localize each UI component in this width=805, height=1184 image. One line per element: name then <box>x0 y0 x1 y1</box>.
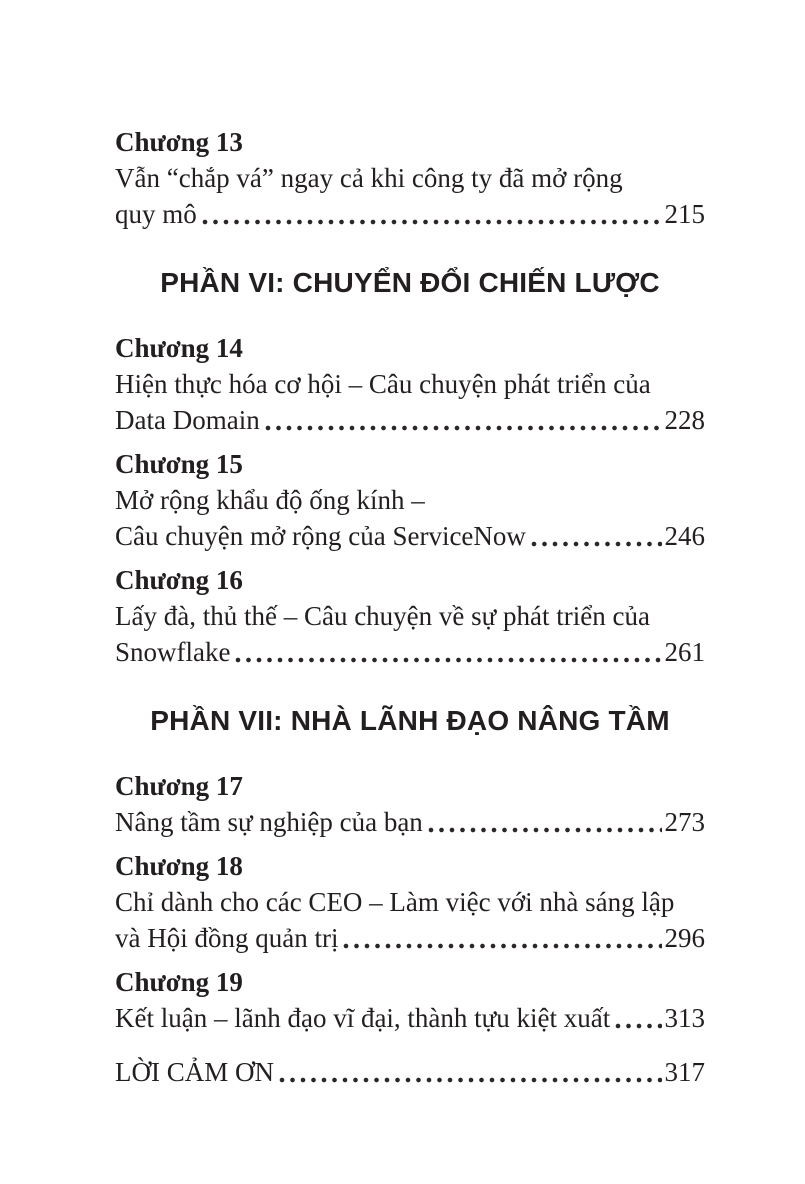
toc-entry-chapter-19 <box>115 964 705 1036</box>
page-number: 215 <box>664 199 705 229</box>
chapter-label: Chương 15 <box>115 449 243 479</box>
dot-leader <box>265 424 662 432</box>
chapter-label: Chương 19 <box>115 967 243 997</box>
chapter-title-text: Data Domain <box>115 405 260 435</box>
page-number: 228 <box>664 405 705 435</box>
page-number: 273 <box>664 807 705 837</box>
page-number: 261 <box>664 637 705 667</box>
chapter-leader-line <box>115 1054 705 1090</box>
toc-entry-chapter-17 <box>115 768 705 840</box>
chapter-label: Chương 18 <box>115 851 243 881</box>
chapter-leader-line <box>115 196 705 232</box>
toc-entry-chapter-15 <box>115 446 705 554</box>
chapter-label: Chương 17 <box>115 771 243 801</box>
page-number: 313 <box>664 1003 705 1033</box>
backmatter-title-text: LỜI CẢM ƠN <box>115 1057 274 1087</box>
dot-leader <box>343 942 661 950</box>
chapter-title-text: Snowflake <box>115 637 231 667</box>
page-number: 317 <box>664 1057 705 1087</box>
chapter-label: Chương 16 <box>115 565 243 595</box>
chapter-title-text: và Hội đồng quản trị <box>115 923 339 953</box>
toc-entry-chapter-13 <box>115 124 705 232</box>
section-heading-part-6: PHẦN VI: CHUYỂN ĐỔI CHIẾN LƯỢC <box>160 267 660 298</box>
chapter-label: Chương 13 <box>115 127 243 157</box>
chapter-title-text: quy mô <box>115 199 197 229</box>
toc-entry-chapter-16 <box>115 562 705 670</box>
chapter-title-line: Mở rộng khẩu độ ống kính – <box>115 485 425 515</box>
chapter-title-text: Câu chuyện mở rộng của ServiceNow <box>115 521 526 551</box>
chapter-leader-line <box>115 402 705 438</box>
toc-entry-chapter-14 <box>115 330 705 438</box>
chapter-leader-line <box>115 634 705 670</box>
toc-entry-acknowledgements <box>115 1054 705 1090</box>
chapter-title-text: Kết luận – lãnh đạo vĩ đại, thành tựu kiệt xuất <box>115 1003 611 1033</box>
chapter-leader-line <box>115 804 705 840</box>
chapter-title-line: Lấy đà, thủ thế – Câu chuyện về sự phát triển của <box>115 601 650 631</box>
chapter-leader-line <box>115 518 705 554</box>
chapter-title-line: Vẫn “chắp vá” ngay cả khi công ty đã mở rộng <box>115 163 623 193</box>
dot-leader <box>615 1022 661 1030</box>
dot-leader <box>202 218 662 226</box>
chapter-leader-line <box>115 920 705 956</box>
toc-content <box>115 124 705 1090</box>
chapter-title-text: Nâng tầm sự nghiệp của bạn <box>115 807 423 837</box>
chapter-title-line: Hiện thực hóa cơ hội – Câu chuyện phát triển của <box>115 369 651 399</box>
page-number: 296 <box>664 923 705 953</box>
dot-leader <box>428 826 662 834</box>
chapter-title-line: Chỉ dành cho các CEO – Làm việc với nhà sáng lập <box>115 887 675 917</box>
dot-leader <box>235 656 661 664</box>
dot-leader <box>279 1076 662 1084</box>
dot-leader <box>531 540 662 548</box>
toc-entry-chapter-18 <box>115 848 705 956</box>
chapter-label: Chương 14 <box>115 333 243 363</box>
chapter-leader-line <box>115 1000 705 1036</box>
section-heading-part-7: PHẦN VII: NHÀ LÃNH ĐẠO NÂNG TẦM <box>150 705 670 736</box>
page-number: 246 <box>664 521 705 551</box>
